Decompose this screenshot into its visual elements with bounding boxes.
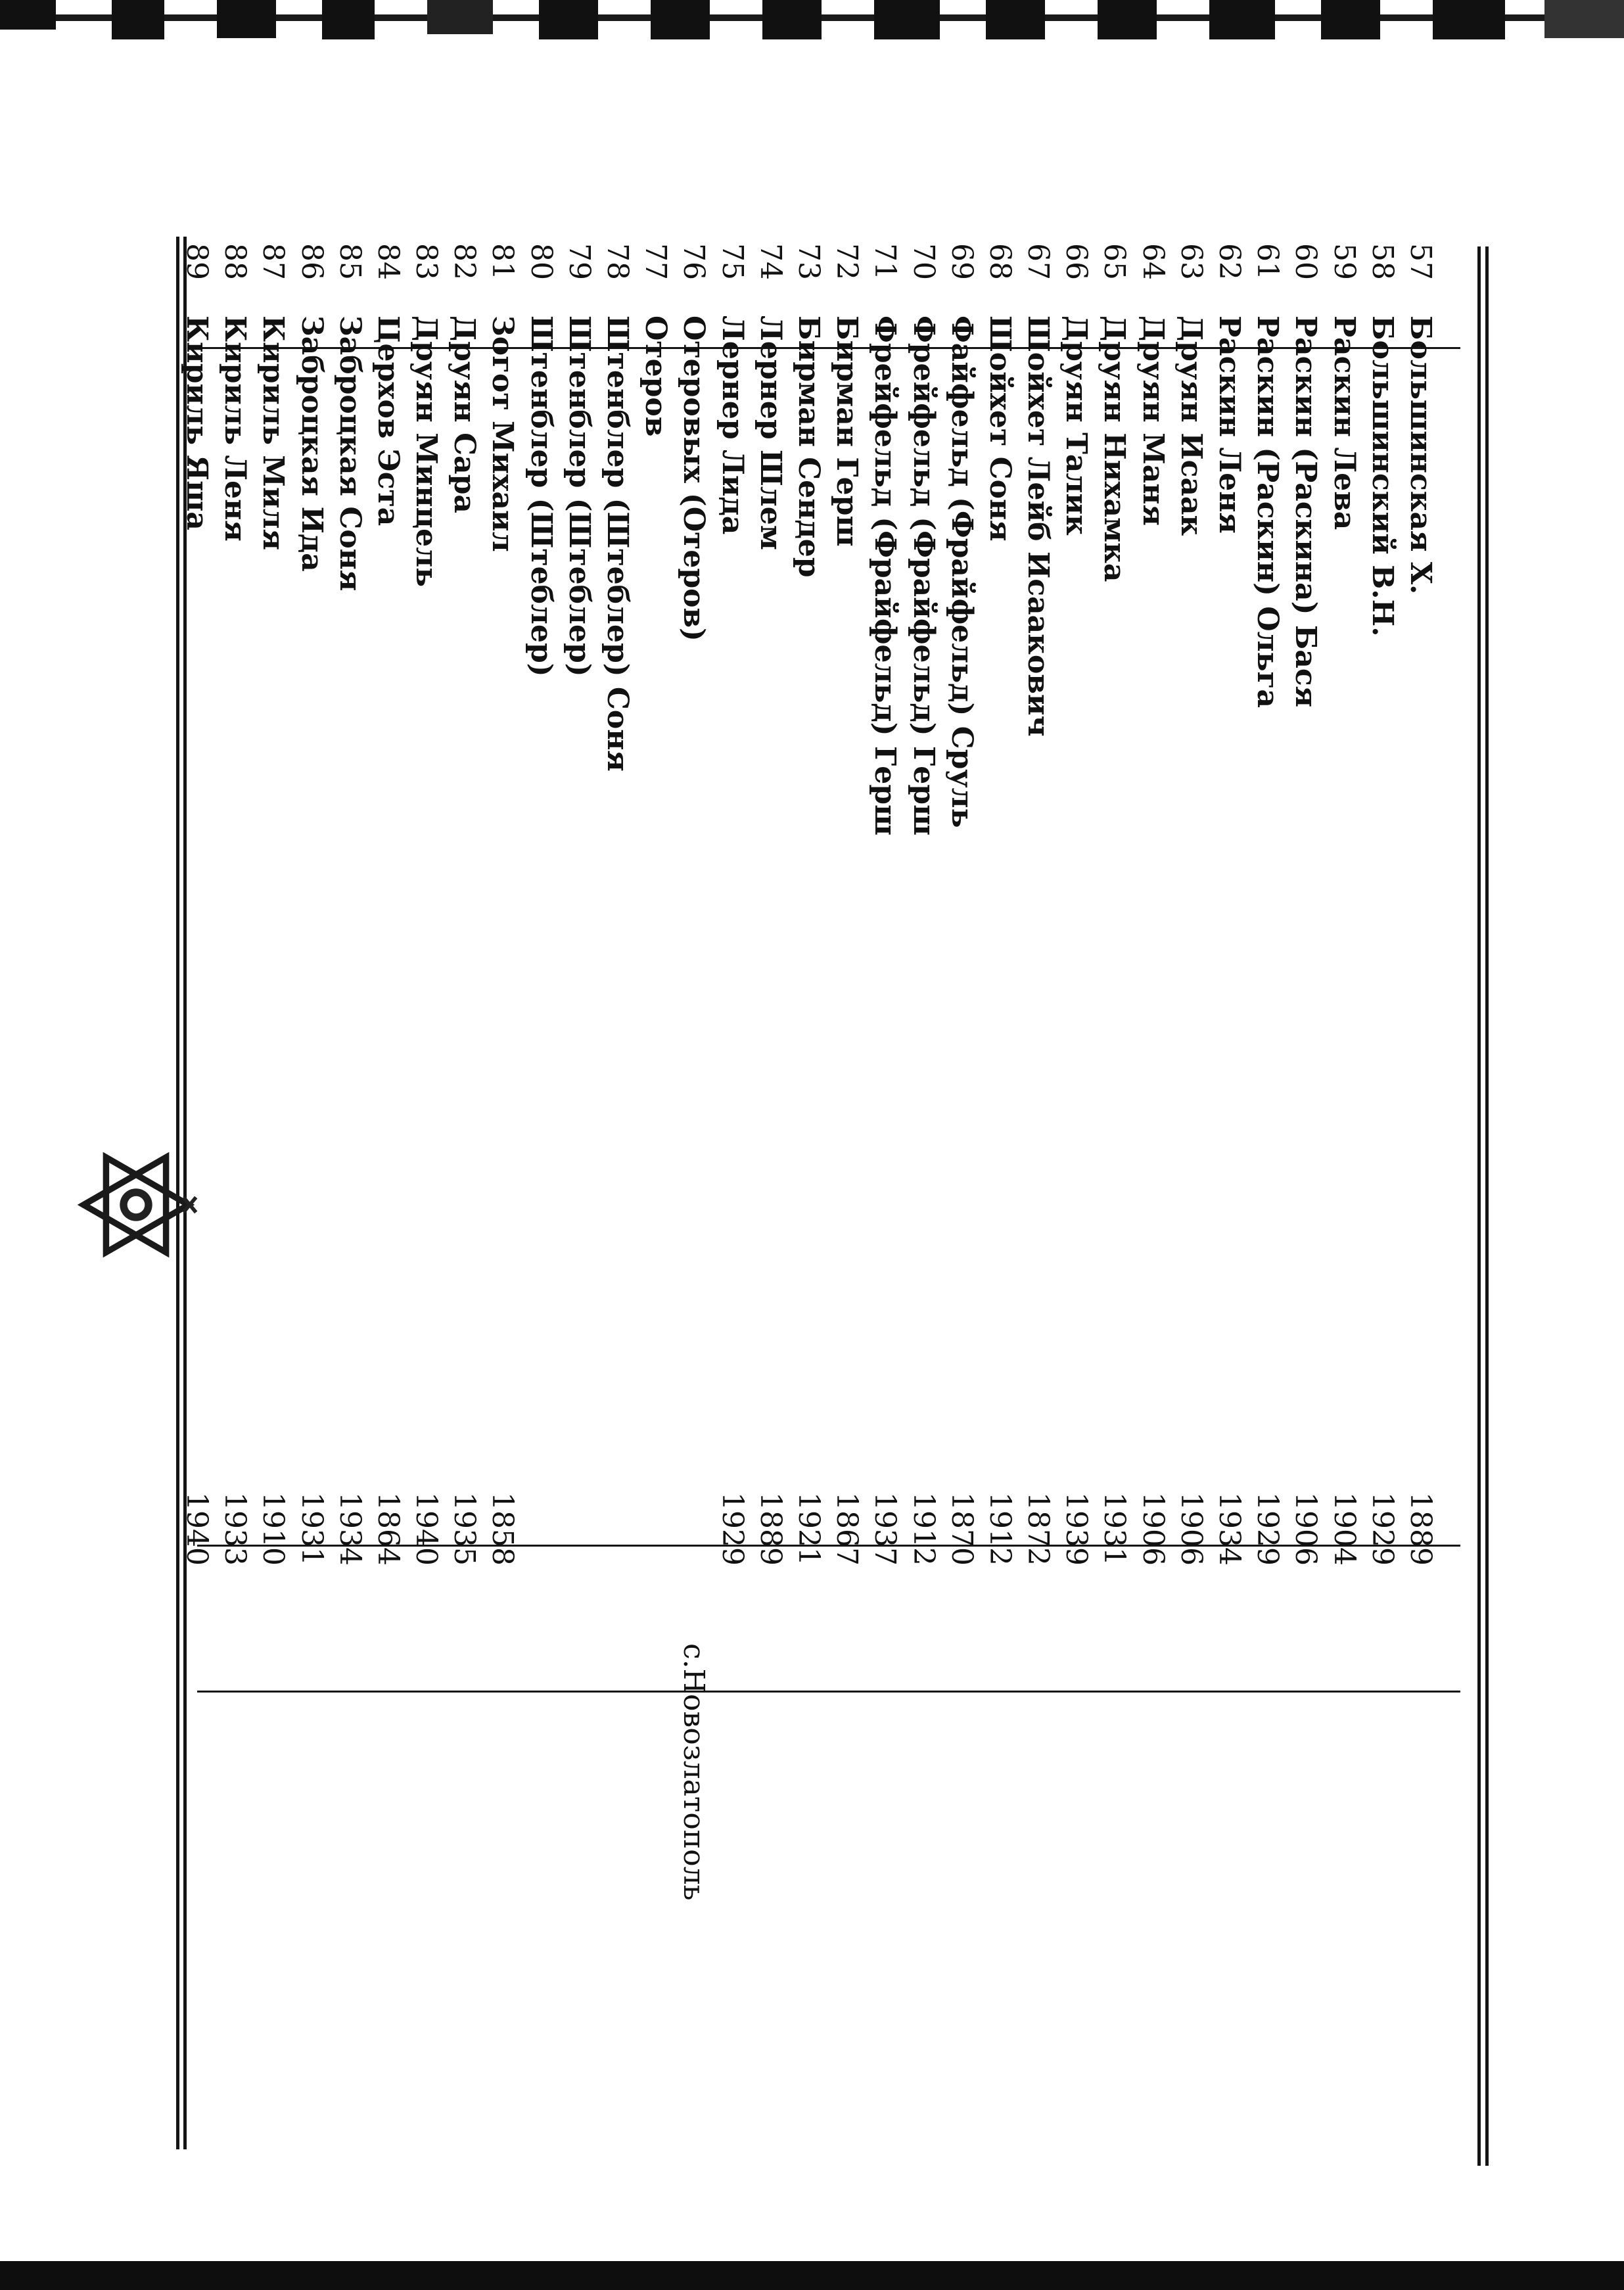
table-row <box>254 243 292 2149</box>
birth-year: 1906 <box>1136 1492 1170 1566</box>
person-name: Шойхет Соня <box>983 315 1017 542</box>
person-name: Раскин (Раскин) Ольга <box>1251 315 1285 708</box>
row-number: 89 <box>180 243 214 280</box>
row-number: 82 <box>448 243 482 280</box>
person-name: Заброцкая Соня <box>333 315 367 592</box>
table-row <box>1095 243 1133 2149</box>
birth-year: 1931 <box>1098 1492 1132 1566</box>
row-number: 74 <box>753 243 787 280</box>
person-name: Друян Нихамка <box>1098 315 1132 582</box>
table-row <box>598 243 636 2149</box>
table-row <box>636 243 674 2149</box>
row-number: 76 <box>677 243 711 280</box>
row-number: 75 <box>715 243 749 280</box>
table-row <box>1248 243 1286 2149</box>
table-row <box>712 243 751 2149</box>
row-number: 59 <box>1327 243 1361 280</box>
person-name: Фрейфельд (Фрайфельд) Герш <box>868 315 902 836</box>
person-name: Бирман Герш <box>830 315 864 547</box>
person-name: Раскин Лева <box>1327 315 1361 530</box>
row-number: 58 <box>1365 243 1399 280</box>
birth-year: 1940 <box>180 1492 214 1566</box>
birth-year: 1906 <box>1174 1492 1208 1566</box>
table-row <box>1057 243 1095 2149</box>
birth-year: 1929 <box>715 1492 749 1566</box>
birth-year: 1912 <box>906 1492 940 1566</box>
table-row <box>1019 243 1057 2149</box>
birth-year: 1934 <box>1213 1492 1247 1566</box>
birth-year: 1904 <box>1327 1492 1361 1566</box>
table-row <box>942 243 981 2149</box>
row-number: 79 <box>562 243 596 280</box>
row-number: 77 <box>639 243 673 280</box>
person-name: Лернер Лида <box>715 315 749 535</box>
row-number: 84 <box>371 243 405 280</box>
birth-year: 1935 <box>448 1492 482 1566</box>
scan-bottom-band <box>0 2261 1624 2290</box>
row-number: 65 <box>1098 243 1132 280</box>
person-name: Лернер Шлем <box>753 315 787 550</box>
person-name: Кириль Миля <box>256 315 290 551</box>
birth-year: 1929 <box>1251 1492 1285 1566</box>
person-name: Большинская Х. <box>1404 315 1437 595</box>
row-number: 63 <box>1174 243 1208 280</box>
table-row <box>292 243 330 2149</box>
table-row <box>407 243 445 2149</box>
table-row <box>789 243 827 2149</box>
person-name: Кириль Яша <box>180 315 214 530</box>
person-name: Бирман Сендер <box>792 315 825 578</box>
row-number: 83 <box>409 243 444 280</box>
person-name: Заброцкая Ида <box>294 315 329 572</box>
row-number: 68 <box>983 243 1017 280</box>
table-row <box>1210 243 1248 2149</box>
table-row <box>751 243 789 2149</box>
table-row <box>674 243 712 2149</box>
row-number: 87 <box>256 243 290 280</box>
person-name: Отеровых (Отеров) <box>677 315 711 642</box>
person-name: Друян Минцель <box>409 315 444 588</box>
birth-year: 1889 <box>753 1492 787 1566</box>
table-row <box>1134 243 1172 2149</box>
person-name: Большинский В.Н. <box>1365 315 1399 637</box>
row-number: 61 <box>1251 243 1285 280</box>
row-number: 66 <box>1059 243 1094 280</box>
person-name: Штенблер (Штеблер) <box>524 315 558 677</box>
birth-year: 1867 <box>830 1492 864 1566</box>
table-row <box>560 243 598 2149</box>
table-row <box>445 243 483 2149</box>
scan-top-band <box>0 0 1624 46</box>
table-row <box>1286 243 1324 2149</box>
birth-year: 1870 <box>944 1492 979 1566</box>
person-name: Шойхет Лейб Исаакович <box>1021 315 1056 737</box>
row-number: 67 <box>1021 243 1056 280</box>
table-row <box>331 243 369 2149</box>
birth-year: 1910 <box>256 1492 290 1566</box>
row-number: 57 <box>1404 243 1437 280</box>
table-row <box>904 243 942 2149</box>
person-name: Файфельд (Фрайфельд) Сруль <box>944 315 979 828</box>
person-name: Друян Маня <box>1136 315 1170 526</box>
birth-year: 1940 <box>409 1492 444 1566</box>
row-number: 71 <box>868 243 902 280</box>
table-row <box>827 243 866 2149</box>
table-row <box>1363 243 1401 2149</box>
row-number: 78 <box>601 243 635 280</box>
row-number: 81 <box>486 243 520 280</box>
row-number: 72 <box>830 243 864 280</box>
person-name: Друян Исаак <box>1174 315 1208 536</box>
star-of-david-stamp-icon <box>74 1142 198 1267</box>
birth-year: 1906 <box>1289 1492 1323 1566</box>
row-number: 73 <box>792 243 825 280</box>
person-name: Фрейфельд (Фрайфельд) Герш <box>906 315 940 836</box>
name-registry-table <box>177 243 1439 2149</box>
birth-year: 1937 <box>868 1492 902 1566</box>
person-name: Зогот Михаил <box>486 315 520 552</box>
person-name: Друян Сара <box>448 315 482 513</box>
table-row <box>1172 243 1210 2149</box>
row-number: 64 <box>1136 243 1170 280</box>
table-row <box>522 243 560 2149</box>
person-name: Друян Талик <box>1059 315 1094 536</box>
birth-year: 1933 <box>218 1492 252 1566</box>
row-number: 80 <box>524 243 558 280</box>
birth-year: 1912 <box>983 1492 1017 1566</box>
row-number: 86 <box>294 243 329 280</box>
row-number: 60 <box>1289 243 1323 280</box>
person-name: Штенблер (Штеблер) <box>562 315 596 677</box>
table-row <box>369 243 407 2149</box>
person-name: Раскин Леня <box>1213 315 1247 534</box>
person-name: Отеров <box>639 315 673 437</box>
person-name: Раскин (Раскина) Бася <box>1289 315 1323 708</box>
birth-year: 1939 <box>1059 1492 1094 1566</box>
row-number: 69 <box>944 243 979 280</box>
row-number: 70 <box>906 243 940 280</box>
birth-year: 1921 <box>792 1492 825 1566</box>
place-name: с.Новозлатополь <box>677 1643 711 1901</box>
table-row <box>1324 243 1362 2149</box>
table-row <box>483 243 521 2149</box>
row-number: 85 <box>333 243 367 280</box>
birth-year: 1929 <box>1365 1492 1399 1566</box>
row-number: 62 <box>1213 243 1247 280</box>
table-row <box>1401 243 1439 2149</box>
birth-year: 1889 <box>1404 1492 1437 1566</box>
birth-year: 1872 <box>1021 1492 1056 1566</box>
birth-year: 1864 <box>371 1492 405 1566</box>
birth-year: 1934 <box>333 1492 367 1566</box>
birth-year: 1931 <box>294 1492 329 1566</box>
table-row <box>981 243 1019 2149</box>
table-row <box>866 243 904 2149</box>
table-row <box>216 243 254 2149</box>
row-number: 88 <box>218 243 252 280</box>
birth-year: 1858 <box>486 1492 520 1566</box>
person-name: Церхов Эста <box>371 315 405 526</box>
person-name: Кириль Леня <box>218 315 252 542</box>
person-name: Штенблер (Штеблер) Соня <box>601 315 635 772</box>
